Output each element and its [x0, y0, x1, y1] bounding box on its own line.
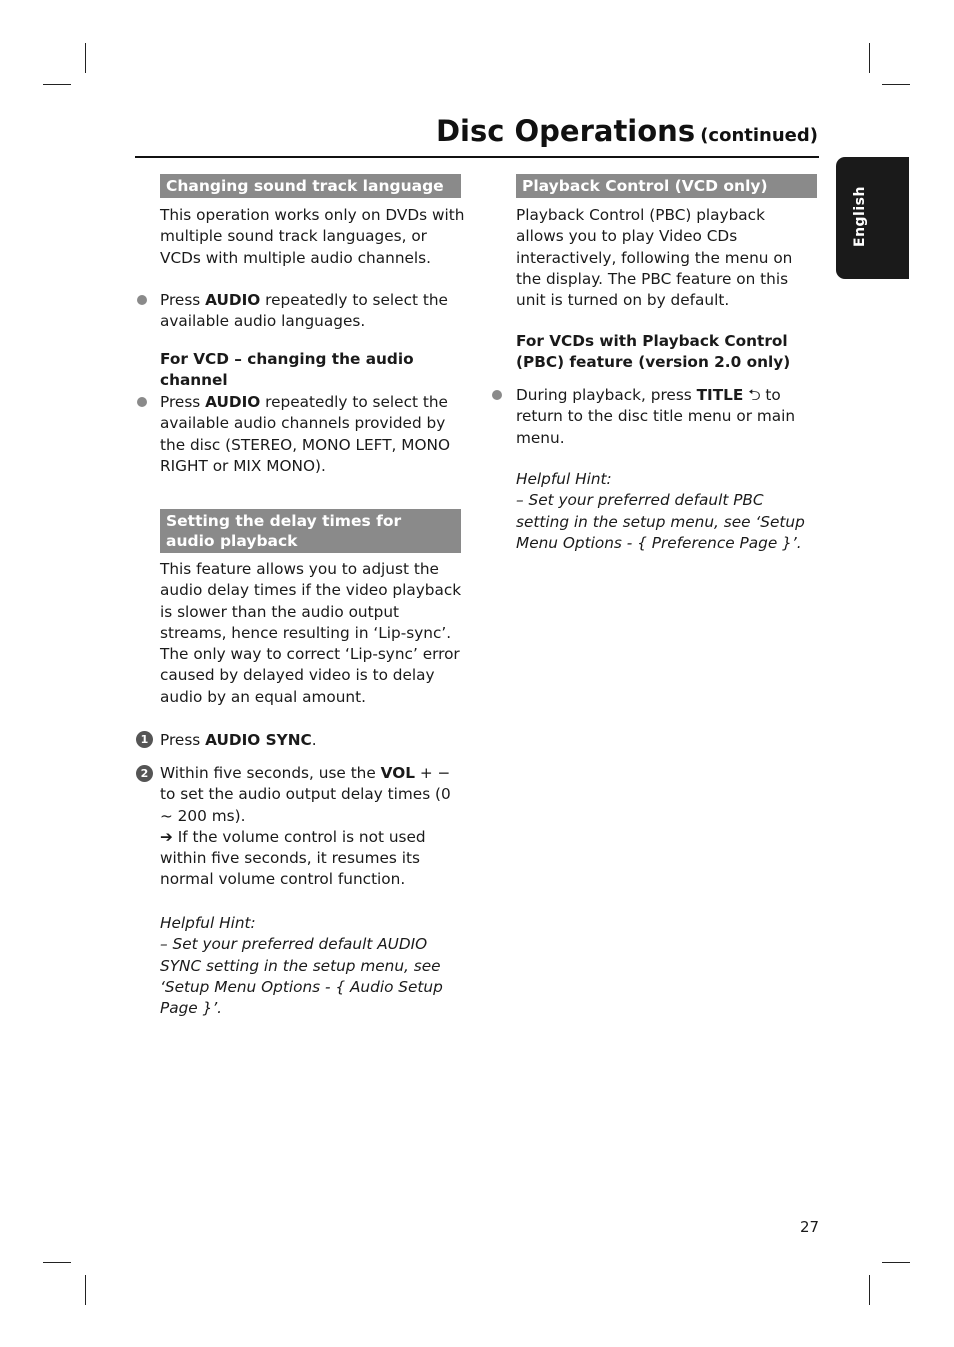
bullet-icon: [137, 295, 147, 305]
bullet-audio-channels: Press AUDIO repeatedly to select the available audio channels provided by the disc (STEREO, MONO LEFT, MONO RIGHT or MIX MONO).: [160, 393, 451, 475]
helpful-hint-audio-sync: [160, 913, 460, 1019]
audio-key: AUDIO: [205, 393, 261, 411]
audio-key: AUDIO: [205, 291, 261, 309]
page-title-suffix: (continued): [700, 125, 818, 146]
crop-mark: [882, 1262, 910, 1263]
crop-mark: [869, 1275, 870, 1305]
page-title: [436, 114, 818, 148]
title-rule: [135, 156, 819, 158]
step-1-number: 1: [136, 731, 153, 748]
section-heading-audio-delay: Setting the delay times for audio playback: [160, 509, 461, 553]
sound-track-intro: This operation works only on DVDs with multiple sound track languages, or VCDs with multiple audio channels.: [160, 206, 465, 267]
vol-key: VOL: [380, 764, 415, 782]
arrow-right-icon: ➔: [160, 827, 173, 846]
step-1-text: Press AUDIO SYNC.: [160, 731, 317, 749]
hint-text: – Set your preferred default PBC setting in the setup menu, see ‘Setup Menu Options - { Preference Page }’.: [516, 491, 805, 552]
step-2-number: 2: [136, 765, 153, 782]
crop-mark: [869, 43, 870, 73]
audio-sync-key: AUDIO SYNC: [205, 731, 312, 749]
return-arrow-icon: ⮌: [743, 386, 761, 404]
pbc-intro: Playback Control (PBC) playback allows you to play Video CDs interactively, following the menu on the display. The PBC feature on this unit is turned on by default.: [516, 206, 793, 310]
crop-mark: [43, 1262, 71, 1263]
language-side-tab: [836, 157, 909, 279]
helpful-hint-pbc: [516, 469, 816, 554]
bullet-title-menu: During playback, press TITLE ⮌ to return to the disc title menu or main menu.: [516, 386, 796, 447]
section-heading-pbc: Playback Control (VCD only): [516, 174, 817, 198]
bullet-icon: [137, 397, 147, 407]
page-title-main: Disc Operations: [435, 114, 696, 148]
hint-title: Helpful Hint:: [516, 470, 612, 488]
section-heading-sound-track: Changing sound track language: [160, 174, 461, 198]
hint-text: – Set your preferred default AUDIO SYNC setting in the setup menu, see ‘Setup Menu Options - { Audio Setup Page }’.: [160, 935, 443, 1018]
hint-title: Helpful Hint:: [160, 914, 256, 932]
vol-plus-minus-icon: + −: [414, 764, 451, 782]
audio-delay-intro: This feature allows you to adjust the audio delay times if the video playback is slower than the audio output streams, hence resulting in ‘Lip-sync’. The only way to correct ‘Lip-sync’ error caused by delayed video is to delay audio by an equal amount.: [160, 560, 462, 706]
pbc-subheading: For VCDs with Playback Control (PBC) feature (version 2.0 only): [516, 332, 791, 372]
bullet-audio-languages: Press AUDIO repeatedly to select the available audio languages.: [160, 291, 448, 331]
crop-mark: [882, 84, 910, 85]
crop-mark: [43, 84, 71, 85]
page-number: 27: [800, 1218, 820, 1236]
title-key: TITLE: [696, 386, 744, 404]
vcd-audio-subheading: For VCD – changing the audio channel: [160, 350, 414, 390]
crop-mark: [85, 1275, 86, 1305]
language-side-tab-label: English: [852, 186, 868, 247]
step-2-text: Within five seconds, use the VOL + − to set the audio output delay times (0 ~ 200 ms). ➔ If the volume control is not used within five seconds, it resumes its normal volume control function.: [160, 764, 451, 889]
bullet-icon: [492, 390, 502, 400]
crop-mark: [85, 43, 86, 73]
